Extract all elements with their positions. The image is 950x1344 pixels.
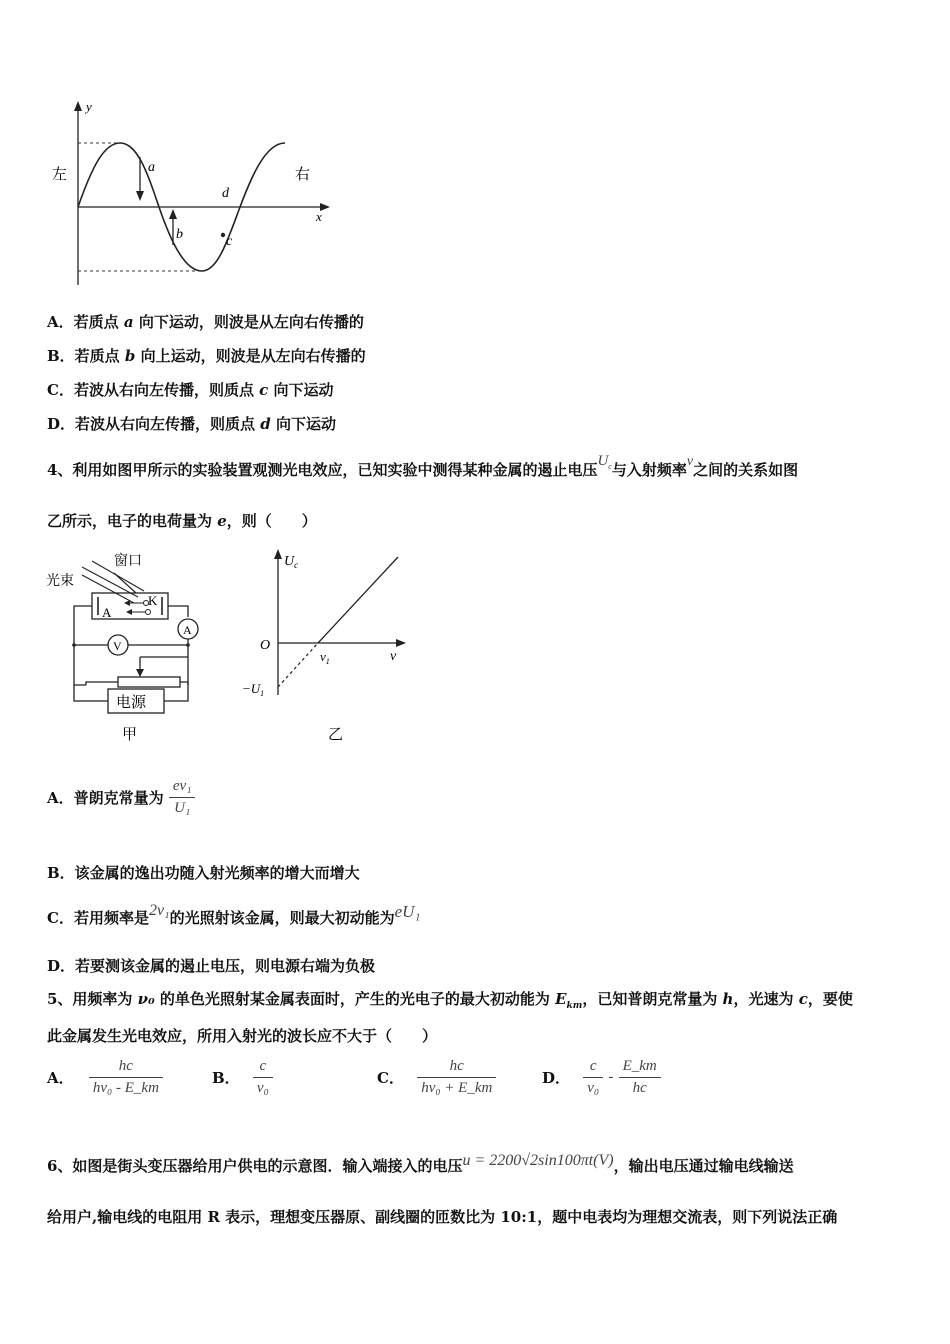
- q5-c-numerator: hc: [449, 1058, 464, 1074]
- anode-label: A: [102, 605, 112, 620]
- q4-stem-text-2: 与入射频率: [611, 461, 687, 479]
- q6-voltage-formula: u = 2200√2sin100πt(V): [462, 1152, 614, 1169]
- q5-text-5: ，要使: [807, 990, 853, 1008]
- yi-origin-label: O: [260, 638, 271, 653]
- point-b-arrowhead: [169, 209, 177, 219]
- q3-option-d[interactable]: [47, 413, 336, 434]
- q5-d-label: D．: [542, 1069, 571, 1087]
- circuit-window-label: 窗口: [114, 554, 142, 569]
- wave-y-label: y: [86, 99, 92, 114]
- q6-text-1: 6、如图是街头变压器给用户供电的示意图．输入端接入的电压: [47, 1157, 463, 1175]
- q3-option-a[interactable]: [47, 311, 364, 332]
- q5-b-numerator: c: [259, 1058, 267, 1074]
- q3-d-text-1: D．若波从右向左传播，则质点: [47, 415, 261, 433]
- q5-text-3: ，已知普朗克常量为: [582, 990, 723, 1008]
- q5-stem-line-2: [47, 1025, 437, 1046]
- q3-b-var: b: [124, 347, 136, 365]
- q4-uc-symbol: $U_c$: [597, 453, 612, 471]
- q5-d-denominator-2: hc: [619, 1077, 661, 1097]
- q4-stem-line-2: [47, 510, 317, 531]
- q4-c-text-1: C．若用频率是: [47, 909, 149, 927]
- cathode-label: K: [148, 593, 158, 608]
- q4-b-text: B．该金属的逸出功随入射光频率的增大而增大: [47, 864, 360, 882]
- wave-left-label: 左: [52, 167, 68, 183]
- electron-2: [146, 610, 151, 615]
- q5-b-denominator: ν₀: [253, 1077, 273, 1097]
- q4-nu-symbol: ν: [686, 454, 694, 469]
- junction-2: [186, 643, 190, 647]
- q5-a-denominator: hν₀ - E_km: [89, 1077, 163, 1097]
- q3-b-text-1: B．若质点: [47, 347, 125, 365]
- q5-b-label: B．: [212, 1069, 240, 1087]
- q4-option-b[interactable]: [47, 862, 360, 883]
- q3-a-text-2: 向下运动，则波是从左向右传播的: [133, 313, 364, 331]
- point-a-label: a: [148, 160, 155, 175]
- wire-right: [168, 606, 188, 617]
- graph-figure-yi: [240, 545, 420, 745]
- yi-x-arrow: [396, 639, 406, 647]
- q5-d-minus: -: [608, 1069, 614, 1085]
- q6-stem-line-2: [47, 1206, 837, 1227]
- q5-d-numerator-1: c: [589, 1058, 597, 1074]
- q3-c-text-2: 向下运动: [268, 381, 334, 399]
- q5-nu0: ν₀: [137, 990, 155, 1008]
- q4-a-text: A．普朗克常量为: [47, 789, 164, 807]
- q6-text-3: 给用户,输电线的电阻用 R 表示，理想变压器原、副线圈的匝数比为 10:1，题中电表均为理想交流表，则下列说法正确: [47, 1208, 838, 1226]
- slider-head: [136, 669, 144, 677]
- q4-option-d[interactable]: [47, 955, 375, 976]
- q5-text-4: ，光速为: [733, 990, 799, 1008]
- q4-c-text-2: 的光照射该金属，则最大初动能为: [169, 909, 395, 927]
- q3-option-b[interactable]: [47, 345, 366, 366]
- point-a-arrowhead: [136, 191, 144, 201]
- q6-text-2: ，输出电压通过输电线输送: [613, 1157, 794, 1175]
- junction-1: [72, 643, 76, 647]
- q4-a-numerator: eν₁: [172, 778, 192, 794]
- point-d-label: d: [222, 186, 229, 201]
- q5-d-numerator-2: E_km: [622, 1058, 657, 1074]
- q5-c-fraction: [417, 1058, 496, 1097]
- q5-option-d[interactable]: [542, 1058, 661, 1097]
- q5-text-1: 5、用频率为: [47, 990, 138, 1008]
- q5-c-label: C．: [377, 1069, 404, 1087]
- q4-stem-text-1: 4、利用如图甲所示的实验装置观测光电效应，已知实验中测得某种金属的遏止电压: [47, 461, 598, 479]
- q4-stem-line-1: [47, 453, 799, 481]
- q4-stem-text-4: 乙所示，电子的电荷量为: [47, 512, 218, 530]
- q4-option-c[interactable]: [47, 902, 421, 928]
- q5-ekm: $E_{km}$: [555, 990, 583, 1011]
- q5-c-denominator: hν₀ + E_km: [417, 1077, 496, 1097]
- q3-d-var: d: [260, 415, 271, 433]
- yi-y-label: $U_c$: [284, 554, 299, 570]
- q5-option-c[interactable]: [377, 1058, 496, 1097]
- q5-option-b[interactable]: [212, 1058, 273, 1097]
- q5-a-numerator: hc: [118, 1058, 133, 1074]
- wire-power-left: [74, 685, 108, 701]
- q5-a-fraction: [89, 1058, 163, 1097]
- q4-stem-text-3: 之间的关系如图: [693, 461, 799, 479]
- yi-negu1-label: $-U_1$: [242, 681, 265, 698]
- voltmeter-label: V: [113, 639, 122, 653]
- q3-a-var: a: [123, 313, 134, 331]
- q3-d-text-2: 向下运动: [270, 415, 336, 433]
- wire-bottom-right: [180, 682, 188, 685]
- circuit-figure-jia: [40, 545, 220, 745]
- q3-c-var: c: [259, 381, 269, 399]
- ammeter-label: A: [183, 623, 192, 637]
- power-source-label: 电源: [116, 695, 147, 711]
- q5-c: c: [798, 990, 808, 1008]
- q4-stem-text-5: ，则（ ）: [226, 512, 317, 530]
- caption-yi: 乙: [328, 727, 344, 743]
- caption-jia: 甲: [122, 727, 138, 743]
- circuit-beam-label: 光束: [46, 574, 74, 589]
- yi-line-solid: [318, 557, 398, 643]
- q5-a-label: A．: [47, 1069, 74, 1087]
- wave-y-arrow: [74, 101, 82, 111]
- point-b-label: b: [176, 227, 183, 242]
- q5-text-2: 的单色光照射某金属表面时，产生的光电子的最大初动能为: [154, 990, 556, 1008]
- q4-c-formula-2: eU₁: [394, 902, 421, 921]
- q4-d-text: D．若要测该金属的遏止电压，则电源右端为负极: [47, 957, 376, 975]
- q5-d-fraction-1: [583, 1058, 603, 1097]
- q6-stem-line-1: [47, 1152, 794, 1176]
- q3-b-text-2: 向上运动，则波是从左向右传播的: [135, 347, 366, 365]
- wave-right-label: 右: [295, 167, 311, 183]
- q5-d-fraction-2: [619, 1058, 661, 1097]
- q3-a-text-1: A．若质点: [47, 313, 124, 331]
- wire-bottom-left: [86, 682, 118, 685]
- q5-option-a[interactable]: [47, 1058, 163, 1097]
- point-c-dot: [221, 233, 225, 237]
- electron-arrowhead-1: [124, 600, 130, 606]
- yi-x-label: ν: [390, 649, 397, 664]
- q5-stem-line-1: [47, 988, 853, 1011]
- light-beam-2: [82, 575, 134, 603]
- yi-line-dashed: [278, 643, 318, 687]
- q4-option-a[interactable]: [47, 778, 195, 817]
- yi-nu1-label: $\nu_1$: [320, 649, 330, 666]
- q4-a-denominator: U₁: [169, 797, 196, 817]
- q3-option-c[interactable]: [47, 379, 334, 400]
- q5-h: h: [722, 990, 734, 1008]
- q4-a-fraction: [169, 778, 196, 817]
- q5-text-6: 此金属发生光电效应，所用入射光的波长应不大于（ ）: [47, 1027, 438, 1045]
- point-c-label: c: [226, 234, 233, 249]
- yi-y-arrow: [274, 549, 282, 559]
- q4-stem-var-e: e: [217, 512, 227, 530]
- wave-figure: [40, 95, 340, 295]
- electron-arrowhead-2: [126, 609, 132, 615]
- wave-x-label: x: [316, 209, 322, 224]
- q5-b-fraction: [253, 1058, 273, 1097]
- q5-d-denominator-1: ν₀: [583, 1077, 603, 1097]
- q3-c-text-1: C．若波从右向左传播，则质点: [47, 381, 260, 399]
- rheostat: [118, 677, 180, 687]
- q4-c-formula-1: 2ν₁: [148, 902, 170, 919]
